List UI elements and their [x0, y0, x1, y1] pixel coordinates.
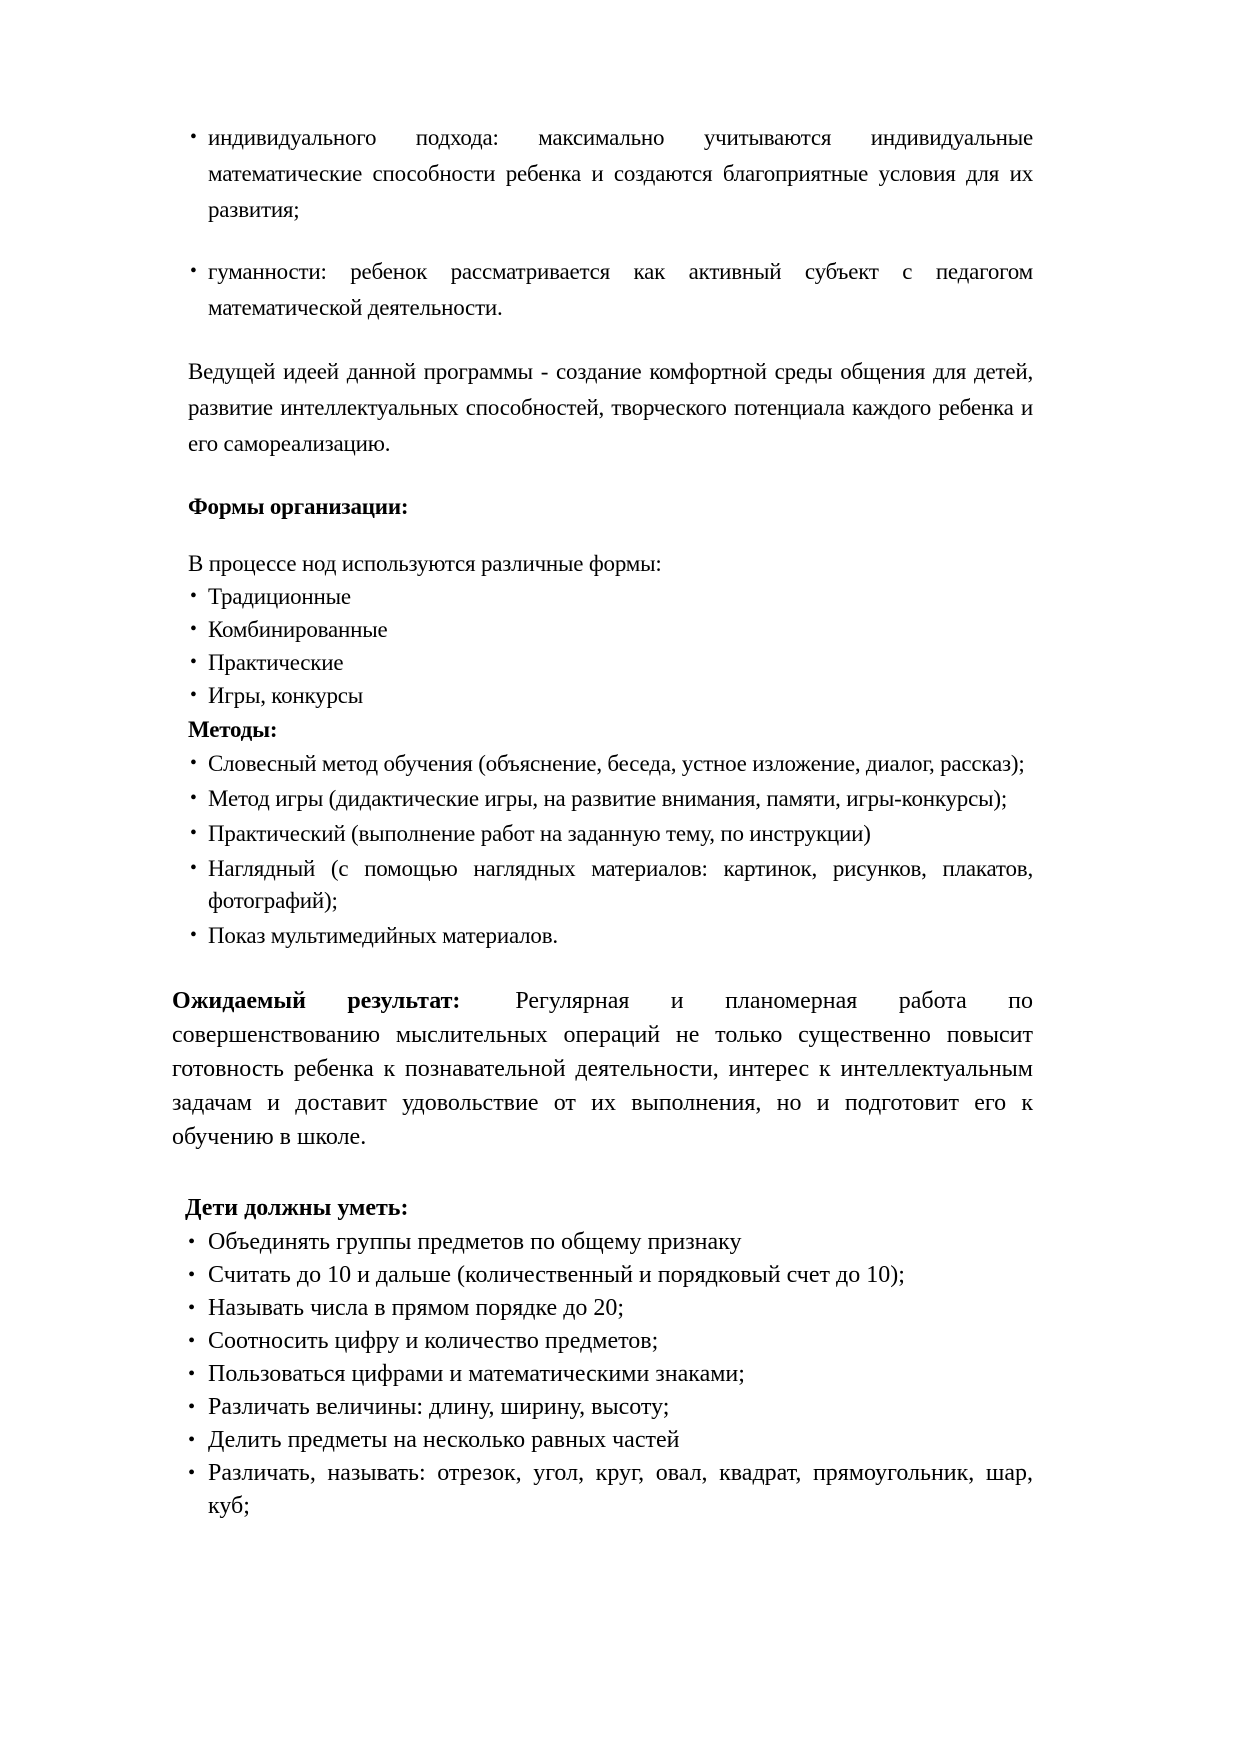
forms-heading: Формы организации:	[188, 494, 409, 519]
list-item-text: Словесный метод обучения (объяснение, беседа, устное изложение, диалог, рассказ);	[208, 751, 1025, 776]
list-item	[188, 613, 1033, 646]
list-item	[188, 1358, 1033, 1391]
list-item-text: Соотносить цифру и количество предметов;	[208, 1328, 659, 1354]
bullet-icon: •	[190, 823, 197, 844]
bullet-icon: •	[188, 1396, 196, 1418]
list-item-text: Делить предметы на несколько равных частей	[208, 1427, 680, 1453]
expected-result-label: Ожидаемый результат:	[172, 988, 461, 1014]
forms-list	[188, 580, 1033, 712]
bullet-icon: •	[190, 619, 197, 640]
bullet-icon: •	[188, 1264, 196, 1286]
list-item-text: Показ мультимедийных материалов.	[208, 923, 558, 948]
list-item-text: Наглядный (с помощью наглядных материалов: картинок, рисунков, плакатов, фотографий);	[208, 856, 1033, 913]
list-item-text: Игры, конкурсы	[208, 683, 364, 708]
bullet-icon: •	[190, 788, 197, 809]
list-item-text: Различать, называть: отрезок, угол, круг, овал, квадрат, прямоугольник, шар, куб;	[208, 1460, 1033, 1519]
list-item	[188, 748, 1033, 780]
list-item-text: Комбинированные	[208, 617, 388, 642]
list-item-text: индивидуального подхода: максимально учитываются индивидуальные математические способности ребенка и создаются благоприятные условия для их развития;	[208, 125, 1033, 222]
document-content	[172, 120, 1033, 1523]
list-item	[188, 1391, 1033, 1424]
list-item-text: Объединять группы предметов по общему признаку	[208, 1229, 742, 1255]
list-item	[188, 818, 1033, 850]
bullet-icon: •	[188, 1363, 196, 1385]
list-item-text: Практические	[208, 650, 344, 675]
list-item	[188, 1325, 1033, 1358]
list-item	[188, 646, 1033, 679]
bullet-icon: •	[190, 261, 197, 282]
bullet-icon: •	[190, 652, 197, 673]
bullet-icon: •	[190, 925, 197, 946]
list-item	[188, 920, 1033, 952]
bullet-icon: •	[188, 1231, 196, 1253]
list-item-text: Традиционные	[208, 584, 351, 609]
list-item	[188, 1424, 1033, 1457]
bullet-icon: •	[188, 1429, 196, 1451]
list-item	[188, 1292, 1033, 1325]
list-item-text: Называть числа в прямом порядке до 20;	[208, 1295, 625, 1321]
list-item-text: Пользоваться цифрами и математическими знаками;	[208, 1361, 745, 1387]
bullet-icon: •	[190, 753, 197, 774]
expected-result-paragraph	[172, 984, 1033, 1154]
bullet-icon: •	[190, 127, 197, 148]
principles-list	[188, 120, 1033, 326]
list-item	[188, 1259, 1033, 1292]
list-item	[188, 580, 1033, 613]
list-item-text: гуманности: ребенок рассматривается как активный субъект с педагогом математической деятельности.	[208, 259, 1033, 320]
list-item	[188, 853, 1033, 917]
list-item	[188, 679, 1033, 712]
list-item-text: Различать величины: длину, ширину, высоту;	[208, 1394, 670, 1420]
list-item-text: Практический (выполнение работ на заданную тему, по инструкции)	[208, 821, 871, 846]
list-item	[188, 1226, 1033, 1259]
list-item-text: Метод игры (дидактические игры, на развитие внимания, памяти, игры-конкурсы);	[208, 786, 1008, 811]
bullet-icon: •	[190, 685, 197, 706]
bullet-icon: •	[188, 1297, 196, 1319]
list-item	[188, 1457, 1033, 1523]
methods-heading: Методы:	[188, 717, 278, 742]
expected-result-text: Регулярная и планомерная работа по совершенствованию мыслительных операций не только существенно повысит готовность ребенка к познавательной деятельности, интерес к интеллектуальным задачам и доставит удовольствие от их выполнения, но и подготовит его к обучению в школе.	[172, 988, 1033, 1150]
list-item	[188, 120, 1033, 228]
list-item	[188, 254, 1033, 326]
list-item	[188, 783, 1033, 815]
skills-list	[188, 1226, 1033, 1523]
bullet-icon: •	[190, 858, 197, 879]
bullet-icon: •	[190, 586, 197, 607]
methods-list	[188, 748, 1033, 952]
forms-intro: В процессе нод используются различные формы:	[188, 551, 662, 576]
bullet-icon: •	[188, 1330, 196, 1352]
lead-paragraph: Ведущей идеей данной программы - создание комфортной среды общения для детей, развитие интеллектуальных способностей, творческого потенциала каждого ребенка и его самореализацию.	[188, 359, 1033, 456]
list-item-text: Считать до 10 и дальше (количественный и порядковый счет до 10);	[208, 1262, 905, 1288]
skills-heading: Дети должны уметь:	[185, 1195, 409, 1221]
bullet-icon: •	[188, 1462, 196, 1484]
